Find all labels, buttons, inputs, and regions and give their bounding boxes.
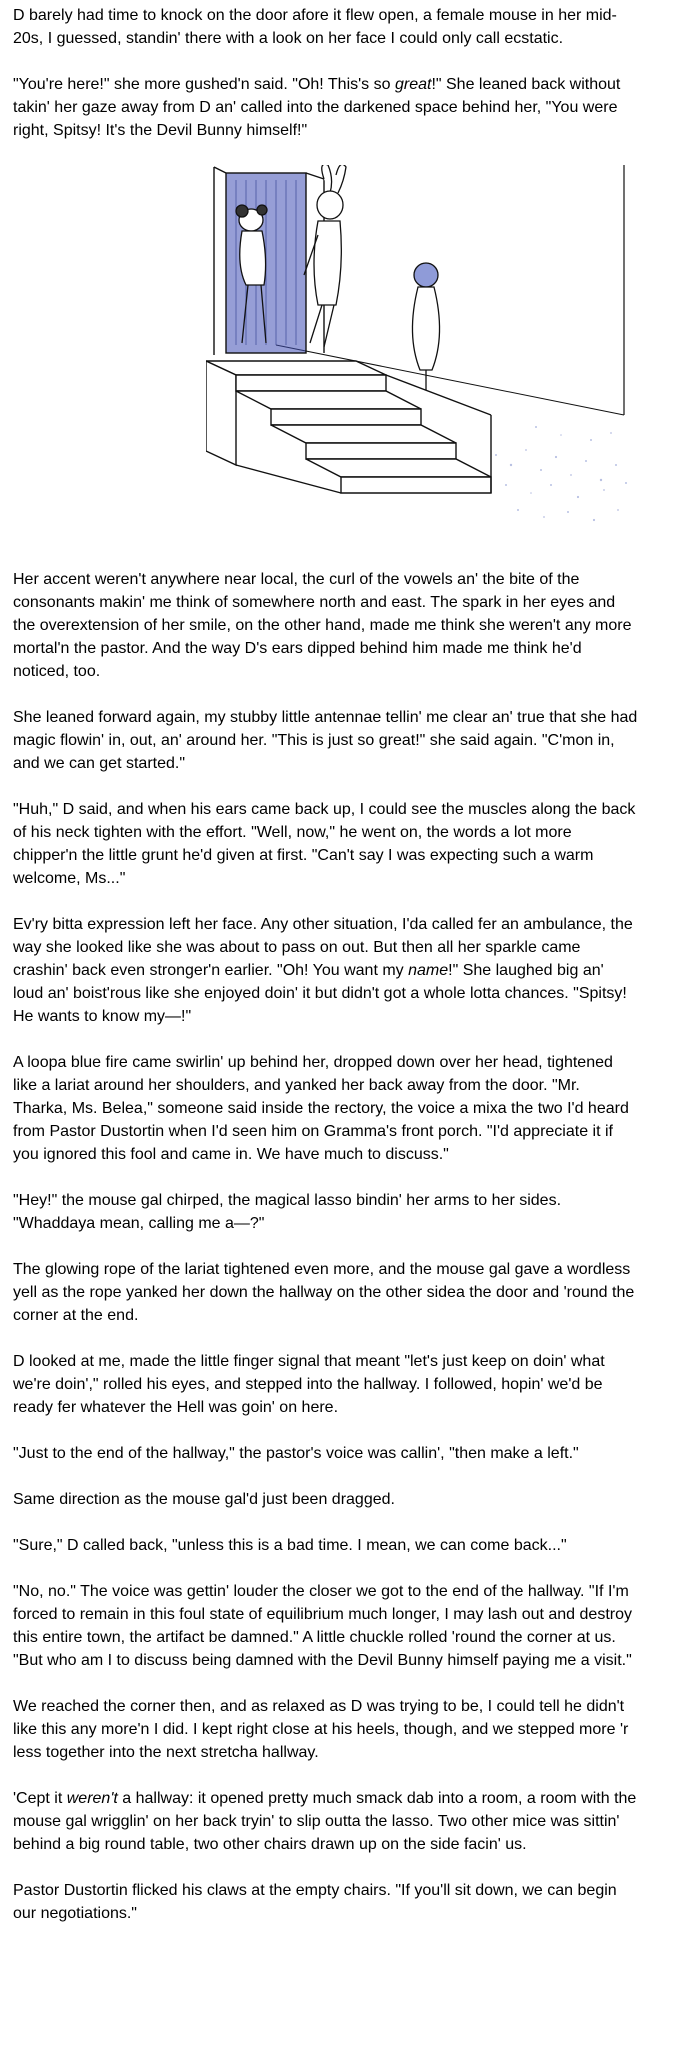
paragraph-10: D looked at me, made the little finger signal that meant "let's just keep on doin' what we're doin'," rolled his eyes, and stepped into the hallway. I followed, hopin' we'd be ready fer whatever the Hell was goin' on here. xyxy=(13,1353,605,1416)
paragraph-6-emphasis: name xyxy=(408,962,449,979)
paragraph-6-part-a: Ev'ry bitta expression left her face. Any other situation, I'da called fer an ambulance, the way she looked like she was about to pass on out. But then all her sparkle came crashin' back even stronger'n earlier. "Oh! You want my xyxy=(13,916,633,979)
lamp-figure xyxy=(412,263,439,390)
paragraph-8: "Hey!" the mouse gal chirped, the magical lasso bindin' her arms to her sides. "Whaddaya mean, calling me a—?" xyxy=(13,1192,562,1232)
paragraph-5: "Huh," D said, and when his ears came back up, I could see the muscles along the back of his neck tighten with the effort. "Well, now," he went on, the words a lot more chipper'n the little grunt he'd given at first. "Can't say I was expecting such a warm welcome, Ms..." xyxy=(13,801,636,887)
paragraph-17: Pastor Dustortin flicked his claws at the empty chairs. "If you'll sit down, we can begin our negotiations." xyxy=(13,1882,617,1922)
paragraph-2-part-b: !" She leaned back without takin' her gaze away from D an' called into the darkened space behind her, "You were right, Spitsy! It's the Devil Bunny himself!" xyxy=(13,76,621,139)
paragraph-6-part-b: !" She laughed big an' loud an' boist'rous like she enjoyed doin' it but didn't got a whole lotta chances. "Spitsy! He wants to know my—!" xyxy=(13,962,627,1025)
paragraph-7: A loopa blue fire came swirlin' up behind her, dropped down over her head, tightened like a lariat around her shoulders, and yanked her back away from the door. "Mr. Tharka, Ms. Belea," someone said inside the rectory, the voice a mixa the two I'd heard from Pastor Dustortin when I'd seen him on Gramma's front porch. "I'd appreciate it if you ignored this fool and came in. We have much to discuss." xyxy=(13,1054,629,1163)
staircase xyxy=(206,361,491,493)
story-text xyxy=(13,4,638,1948)
paragraph-9: The glowing rope of the lariat tightened even more, and the mouse gal gave a wordless yell as the rope yanked her down the hallway on the other sidea the door and 'round the corner at the end. xyxy=(13,1261,635,1324)
illustration xyxy=(206,165,636,555)
paragraph-3: Her accent weren't anywhere near local, the curl of the vowels an' the bite of the consonants makin' me think of somewhere north and east. The spark in her eyes and the overextension of her smile, on the other hand, made me think she weren't any more mortal'n the pastor. And the way D's ears dipped behind him made me think he'd noticed, too. xyxy=(13,571,632,680)
paragraph-12: Same direction as the mouse gal'd just been dragged. xyxy=(13,1491,395,1508)
paragraph-6 xyxy=(13,913,638,1028)
paragraph-16-emphasis: weren't xyxy=(66,1790,118,1807)
paragraph-2-part-a: "You're here!" she more gushed'n said. "Oh! This's so xyxy=(13,76,395,93)
paragraph-2-emphasis: great xyxy=(394,76,432,93)
paragraph-1: D barely had time to knock on the door afore it flew open, a female mouse in her mid-20s, I guessed, standin' there with a look on her face I could only call ecstatic. xyxy=(13,7,617,47)
paragraph-14: "No, no." The voice was gettin' louder the closer we got to the end of the hallway. "If I'm forced to remain in this foul state of equilibrium much longer, I may lash out and destroy this entire town, the artifact be damned." A little chuckle rolled 'round the corner at us. "But who am I to discuss being damned with the Devil Bunny himself paying me a visit." xyxy=(13,1583,632,1669)
rabbit-figure xyxy=(304,165,346,347)
snow-speckles xyxy=(495,426,627,521)
paragraph-15: We reached the corner then, and as relaxed as D was trying to be, I could tell he didn't like this any more'n I did. I kept right close at his heels, though, and we stepped more 'r less together into the next stretcha hallway. xyxy=(13,1698,629,1761)
paragraph-16-part-a: 'Cept it xyxy=(13,1790,67,1807)
doorway xyxy=(214,167,324,355)
paragraph-13: "Sure," D called back, "unless this is a bad time. I mean, we can come back..." xyxy=(13,1537,567,1554)
paragraph-16 xyxy=(13,1787,638,1856)
paragraph-4: She leaned forward again, my stubby little antennae tellin' me clear an' true that she had magic flowin' in, out, an' around her. "This is just so great!" she said again. "C'mon in, and we can get started." xyxy=(13,709,638,772)
paragraph-16-part-b: a hallway: it opened pretty much smack dab into a room, a room with the mouse gal wrigglin' on her back tryin' to slip outta the lasso. Two other mice was sittin' behind a big round table, two other chairs drawn up on the side facin' us. xyxy=(13,1790,637,1853)
paragraph-11: "Just to the end of the hallway," the pastor's voice was callin', "then make a left." xyxy=(13,1445,579,1462)
paragraph-2 xyxy=(13,73,638,142)
